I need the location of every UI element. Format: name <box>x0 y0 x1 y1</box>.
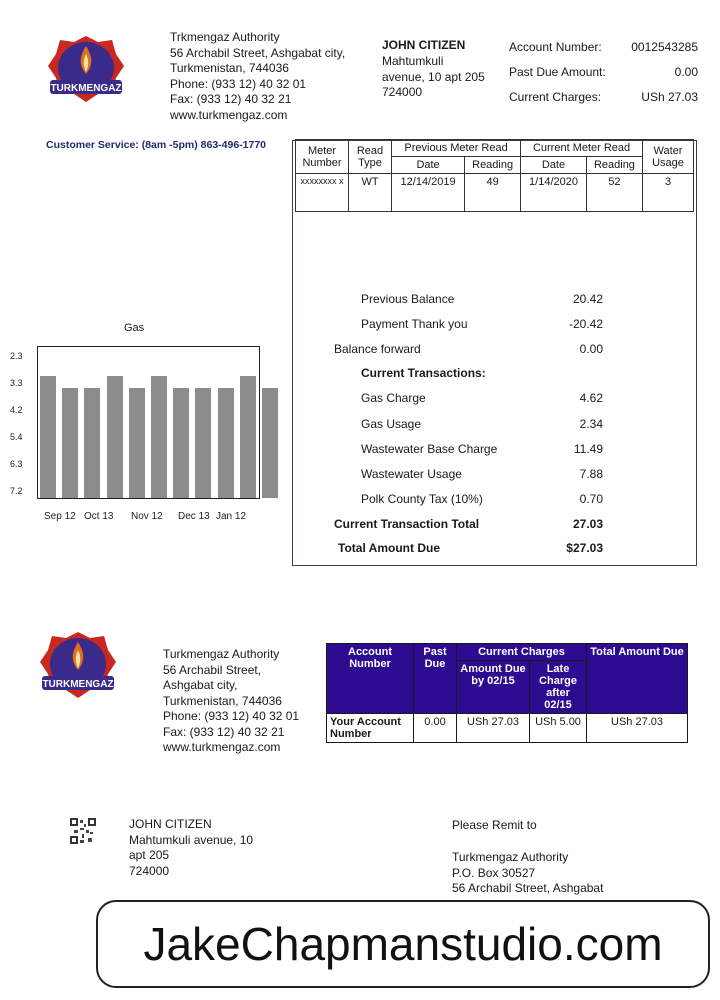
chart-y-tick-label: 2.3 <box>10 351 23 361</box>
stub-past-due: 0.00 <box>414 714 457 743</box>
chart-x-tick-label: Dec 13 <box>178 511 210 522</box>
chart-bar <box>218 388 234 498</box>
current-transactions-label: Current Transactions: <box>361 366 486 380</box>
logo-text: TURKMENGAZ <box>42 679 114 690</box>
remit-address: Turkmengaz Authority P.O. Box 30527 56 Archabil Street, Ashgabat <box>452 850 604 895</box>
chart-x-tick-label: Sep 12 <box>44 511 76 522</box>
chart-bar <box>173 388 189 498</box>
payment-stub-table <box>326 643 688 743</box>
customer-service: Customer Service: (8am -5pm) 863-496-1770 <box>46 139 267 151</box>
past-due-label: Past Due Amount: <box>509 65 606 79</box>
chart-bar <box>151 376 167 498</box>
remit-label: Please Remit to <box>452 818 537 832</box>
chart-x-tick-label: Nov 12 <box>131 511 163 522</box>
prev-date: 12/14/2019 <box>392 174 465 212</box>
balance-forward: 0.00 <box>579 342 603 356</box>
meter-number: xxxxxxxx x <box>296 174 349 212</box>
customer-address: Mahtumkuli avenue, 10 apt 205 724000 <box>382 54 485 99</box>
stub-account-number: Your Account Number <box>327 714 414 743</box>
prev-date-header: Date <box>392 157 465 174</box>
current-charges-label: Current Charges: <box>509 90 602 104</box>
current-charges: USh 27.03 <box>641 90 698 104</box>
chart-bar <box>107 376 123 498</box>
chart-bar <box>129 388 145 498</box>
chart-title: Gas <box>124 322 145 334</box>
previous-balance-label: Previous Balance <box>361 292 455 306</box>
remit-customer-block: JOHN CITIZEN Mahtumkuli avenue, 10 apt 205 724000 <box>129 817 254 878</box>
stub-account-header: Account Number <box>327 644 414 714</box>
chart-y-tick-label: 6.3 <box>10 459 23 469</box>
curr-reading: 52 <box>586 174 642 212</box>
company-address: Trkmengaz Authority 56 Archabil Street, Ashgabat city, Turkmenistan, 744036 Phone: (933 12) 40 32 01 Fax: (933 12) 40 32 21 www.turkmengaz.com <box>170 30 346 122</box>
payment-label: Payment Thank you <box>361 317 468 331</box>
account-number-label: Account Number: <box>509 40 602 54</box>
read-type: WT <box>349 174 392 212</box>
prev-reading: 49 <box>465 174 521 212</box>
chart-y-tick-label: 3.3 <box>10 378 23 388</box>
watermark-banner: JakeChapmanstudio.com <box>96 900 710 988</box>
chart-x-tick-label: Oct 13 <box>84 511 114 522</box>
line-item-value: 0.70 <box>579 492 603 506</box>
qr-code-icon <box>70 818 96 844</box>
previous-read-header: Previous Meter Read <box>392 140 521 157</box>
water-usage-header: Water Usage <box>643 140 694 174</box>
balance-forward-label: Balance forward <box>334 342 421 356</box>
stub-past-due-header: Past Due <box>414 644 457 714</box>
chart-y-tick-label: 7.2 <box>10 486 23 496</box>
meter-number-header: Meter Number <box>296 140 349 174</box>
customer-name: JOHN CITIZEN <box>382 38 466 52</box>
gas-usage-chart <box>37 346 260 499</box>
read-type-header: Read Type <box>349 140 392 174</box>
stub-total-due: USh 27.03 <box>587 714 688 743</box>
line-item-label: Polk County Tax (10%) <box>361 492 483 506</box>
current-total: 27.03 <box>572 517 603 531</box>
chart-y-tick-label: 4.2 <box>10 405 23 415</box>
line-item-value: 11.49 <box>573 442 603 456</box>
chart-x-tick-label: Jan 12 <box>216 511 247 522</box>
current-read-header: Current Meter Read <box>521 140 643 157</box>
account-number: 0012543285 <box>631 40 698 54</box>
turkmengaz-logo <box>46 34 126 104</box>
stub-late-charge: USh 5.00 <box>530 714 587 743</box>
line-item-label: Gas Charge <box>361 391 426 405</box>
stub-late-charge-header: Late Charge after 02/15 <box>530 661 587 714</box>
chart-y-tick-label: 5.4 <box>10 432 23 442</box>
stub-current-charges-header: Current Charges <box>457 644 587 661</box>
stub-total-header: Total Amount Due <box>587 644 688 714</box>
line-item-value: 2.34 <box>579 417 603 431</box>
chart-bar <box>240 376 256 498</box>
line-item-value: 4.62 <box>579 391 603 405</box>
curr-date-header: Date <box>521 157 587 174</box>
water-usage: 3 <box>643 174 694 212</box>
total-due-label: Total Amount Due <box>338 541 440 555</box>
logo-text: TURKMENGAZ <box>50 83 122 94</box>
chart-bar <box>195 388 211 498</box>
stub-amount-due-header: Amount Due by 02/15 <box>457 661 530 714</box>
line-item-label: Wastewater Base Charge <box>361 442 498 456</box>
current-total-label: Current Transaction Total <box>334 517 480 531</box>
chart-bar <box>62 388 78 498</box>
line-item-label: Wastewater Usage <box>361 467 462 481</box>
meter-table <box>295 139 694 212</box>
chart-bar <box>40 376 56 498</box>
previous-balance: 20.42 <box>572 292 603 306</box>
prev-reading-header: Reading <box>465 157 521 174</box>
line-item-value: 7.88 <box>579 467 603 481</box>
total-due: $27.03 <box>566 541 603 555</box>
account-summary-box <box>292 140 697 566</box>
turkmengaz-logo-bottom <box>38 630 118 700</box>
chart-bar <box>84 388 100 498</box>
line-item-label: Gas Usage <box>361 417 422 431</box>
remit-company-address: Turkmengaz Authority 56 Archabil Street, Ashgabat city, Turkmenistan, 744036 Phone: (933 12) 40 32 01 Fax: (933 12) 40 32 21 www.turkmengaz.com <box>163 647 300 754</box>
past-due-amount: 0.00 <box>674 65 698 79</box>
chart-bar <box>262 388 278 498</box>
payment: -20.42 <box>568 317 603 331</box>
stub-amount-due: USh 27.03 <box>457 714 530 743</box>
curr-date: 1/14/2020 <box>521 174 587 212</box>
curr-reading-header: Reading <box>586 157 642 174</box>
